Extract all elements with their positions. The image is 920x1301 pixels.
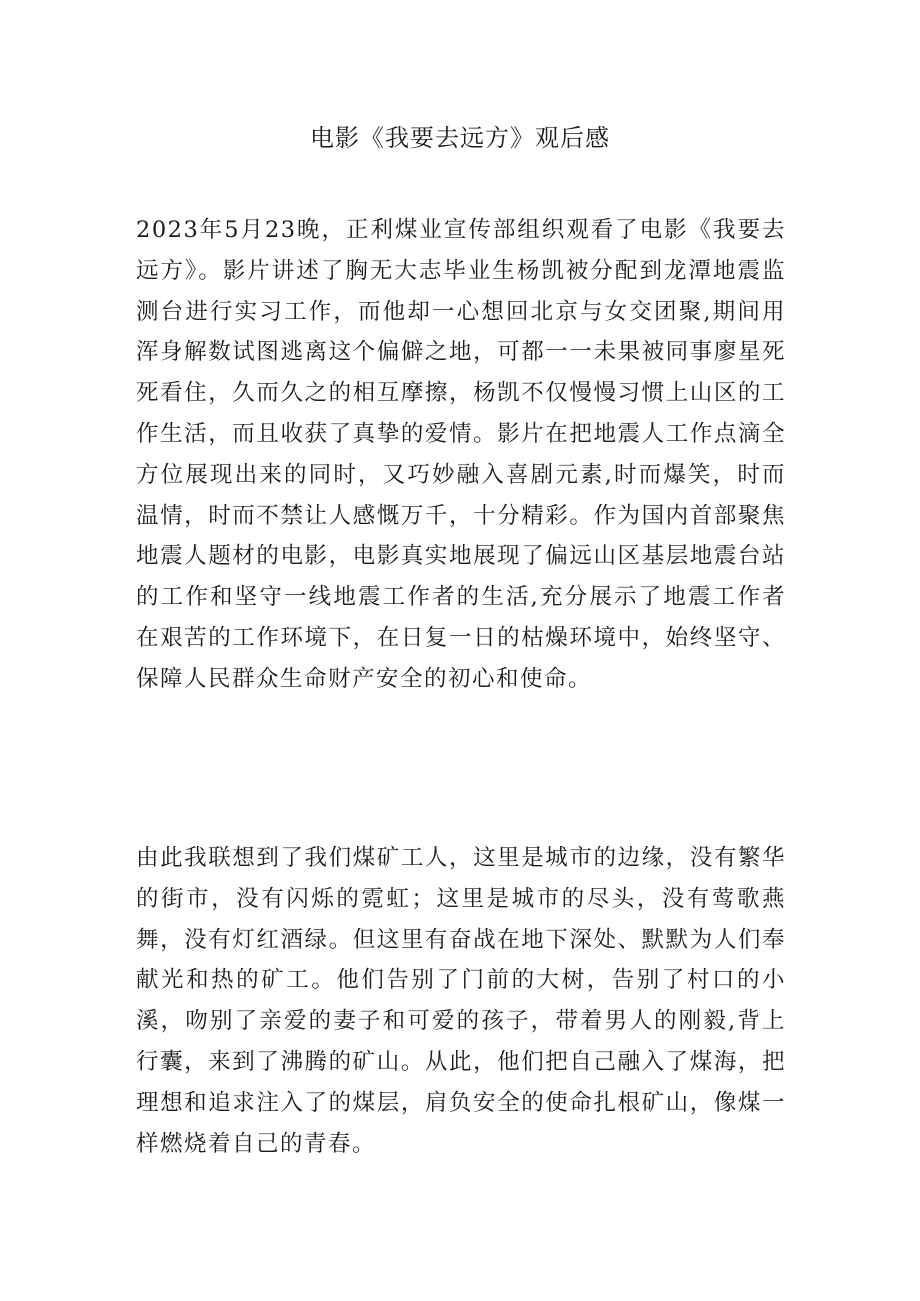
- document-title: 电影《我要去远方》观后感: [310, 124, 610, 152]
- paragraph-1: 2023年5月23晚，正利煤业宣传部组织观看了电影《我要去远方》。影片讲述了胸无大志毕业生杨凯被分配到龙潭地震监测台进行实习工作，而他却一心想回北京与女交团聚,期间用浑身解数试图逃离这个偏僻之地，可都一一未果被同事廖星死死看住，久而久之的相互摩擦，杨凯不仅慢慢习惯上山区的工作生活，而且收获了真挚的爱情。影片在把地震人工作点滴全方位展现出来的同时，又巧妙融入喜剧元素,时而爆笑，时而温情，时而不禁让人感慨万千，十分精彩。作为国内首部聚焦地震人题材的电影，电影真实地展现了偏远山区基层地震台站的工作和坚守一线地震工作者的生活,充分展示了地震工作者在艰苦的工作环境下，在日复一日的枯燥环境中，始终坚守、保障人民群众生命财产安全的初心和使命。: [136, 217, 786, 692]
- paragraph-2: 由此我联想到了我们煤矿工人，这里是城市的边缘，没有繁华的街市，没有闪烁的霓虹；这里是城市的尽头，没有莺歌燕舞，没有灯红酒绿。但这里有奋战在地下深处、默默为人们奉献光和热的矿工。他们告别了门前的大树，告别了村口的小溪，吻别了亲爱的妻子和可爱的孩子，带着男人的刚毅,背上行囊，来到了沸腾的矿山。从此，他们把自己融入了煤海，把理想和追求注入了的煤层，肩负安全的使命扎根矿山，像煤一样燃烧着自己的青春。: [136, 845, 786, 1157]
